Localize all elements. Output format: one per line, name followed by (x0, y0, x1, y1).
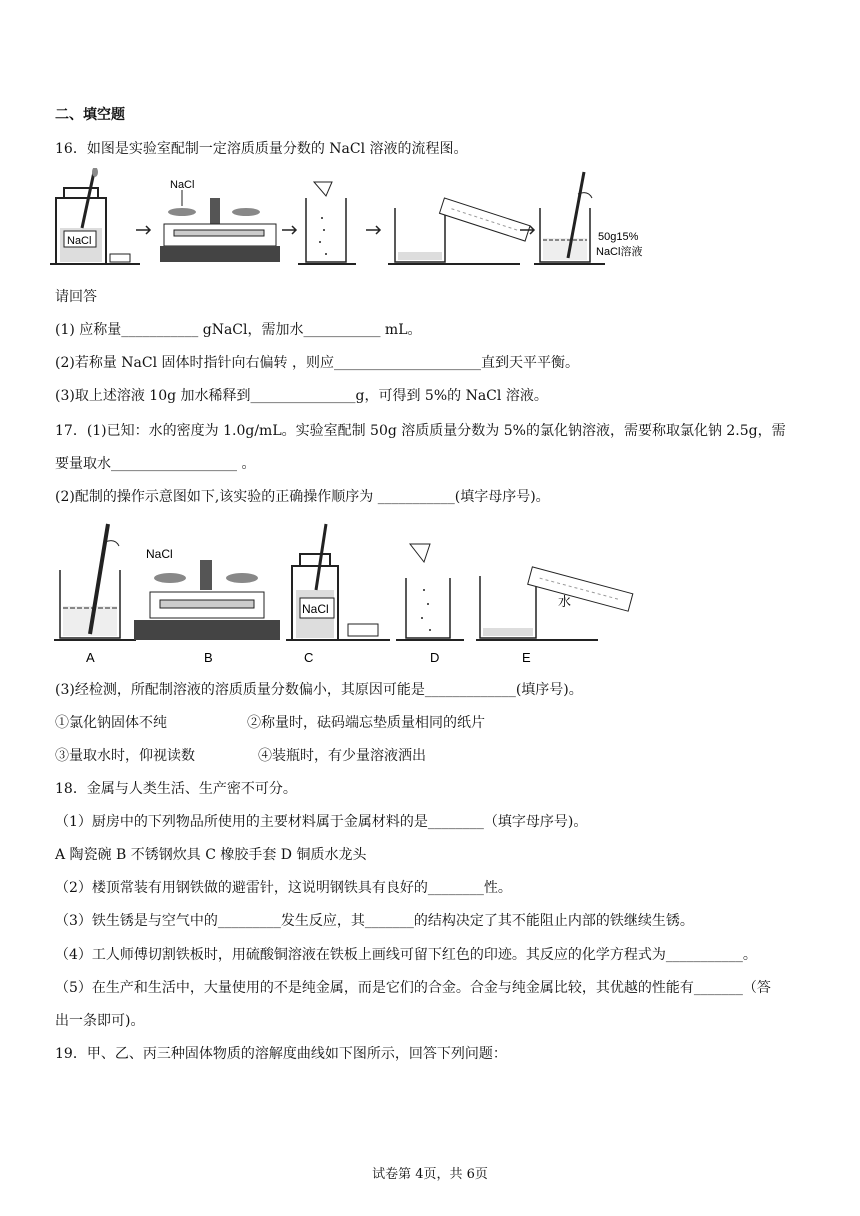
q16-prompt: 请回答 (55, 289, 97, 305)
q18-stem: 18．金属与人类生活、生产密不可分。 (55, 781, 297, 797)
reagent-bottle-icon (286, 524, 390, 665)
q18-part5-line1: （5）在生产和生活中，大量使用的不是纯金属，而是它们的合金。合金与纯金属比较，其优越的性能有_______（答 (55, 980, 771, 996)
page-footer: 试卷第 4页，共 6页 (372, 1167, 488, 1182)
q16-part2: (2)若称量 NaCl 固体时指针向右偏转 ，则应_____________________直到天平平衡。 (55, 355, 579, 371)
q16-part3: (3)取上述溶液 10g 加水稀释到_______________g，可得到 5%的 NaCl 溶液。 (55, 388, 548, 404)
svg-text:NaCl: NaCl (146, 547, 173, 561)
svg-text:NaCl: NaCl (67, 235, 92, 247)
q17-part1-line1: 17．(1)已知：水的密度为 1.0g/mL。实验室配制 50g 溶质质量分数为 5%的氯化钠溶液，需要称取氯化钠 2.5g，需 (55, 423, 786, 439)
q19-stem: 19．甲、乙、丙三种固体物质的溶解度曲线如下图所示，回答下列问题： (55, 1046, 507, 1062)
beaker-funnel-icon (396, 544, 464, 665)
q18-part5-line2: 出一条即可)。 (55, 1013, 145, 1029)
q17-part3: (3)经检测，所配制溶液的溶质质量分数偏小，其原因可能是_____________(填序号)。 (55, 682, 583, 698)
svg-text:NaCl: NaCl (170, 179, 195, 191)
balance-icon (160, 179, 280, 262)
cylinder-pour-icon (388, 198, 530, 264)
svg-text:NaCl: NaCl (302, 602, 329, 616)
svg-text:水: 水 (558, 594, 572, 609)
svg-text:50g15%: 50g15% (598, 231, 639, 243)
q18-part2: （2）楼顶常装有用钢铁做的避雷针，这说明钢铁具有良好的________性。 (55, 880, 512, 896)
q16-stem: 16．如图是实验室配制一定溶质质量分数的 NaCl 溶液的流程图。 (55, 141, 468, 157)
q17-figure (50, 520, 640, 668)
q17-option-2: ②称量时，砝码端忘垫质量相同的纸片 (247, 715, 485, 731)
svg-text:C: C (304, 650, 314, 665)
reagent-bottle-icon (50, 168, 140, 264)
q17-option-4: ④装瓶时，有少量溶液洒出 (258, 748, 426, 764)
q18-part1: （1）厨房中的下列物品所使用的主要材料属于金属材料的是________（填字母序号)。 (55, 814, 588, 830)
final-solution-beaker-icon (534, 172, 642, 264)
section-title: 二、填空题 (55, 107, 125, 123)
q18-part4: （4）工人师傅切割铁板时，用硫酸铜溶液在铁板上画线可留下红色的印迹。其反应的化学方程式为___________。 (55, 947, 757, 963)
cylinder-pour-icon (476, 567, 633, 665)
q16-figure (50, 168, 670, 273)
svg-text:B: B (204, 650, 213, 665)
q17-part1-line2: 要量取水__________________ 。 (55, 456, 256, 472)
svg-text:D: D (430, 650, 440, 665)
beaker-icon (298, 182, 356, 264)
svg-text:E: E (522, 650, 531, 665)
balance-icon (134, 547, 280, 665)
stirring-beaker-icon (54, 524, 136, 665)
q18-choices: A 陶瓷碗 B 不锈钢炊具 C 橡胶手套 D 铜质水龙头 (55, 847, 367, 863)
q16-part1: (1) 应称量___________ gNaCl，需加水___________ mL。 (55, 322, 422, 338)
svg-text:A: A (86, 650, 95, 665)
q17-option-1: ①氯化钠固体不纯 (55, 715, 167, 731)
q18-part3: （3）铁生锈是与空气中的_________发生反应，其_______的结构决定了其不能阻止内部的铁继续生锈。 (55, 913, 694, 929)
svg-text:NaCl溶液: NaCl溶液 (596, 246, 643, 258)
q17-part2: (2)配制的操作示意图如下,该实验的正确操作顺序为 ___________(填字母序号)。 (55, 489, 550, 505)
q17-option-3: ③量取水时，仰视读数 (55, 748, 195, 764)
